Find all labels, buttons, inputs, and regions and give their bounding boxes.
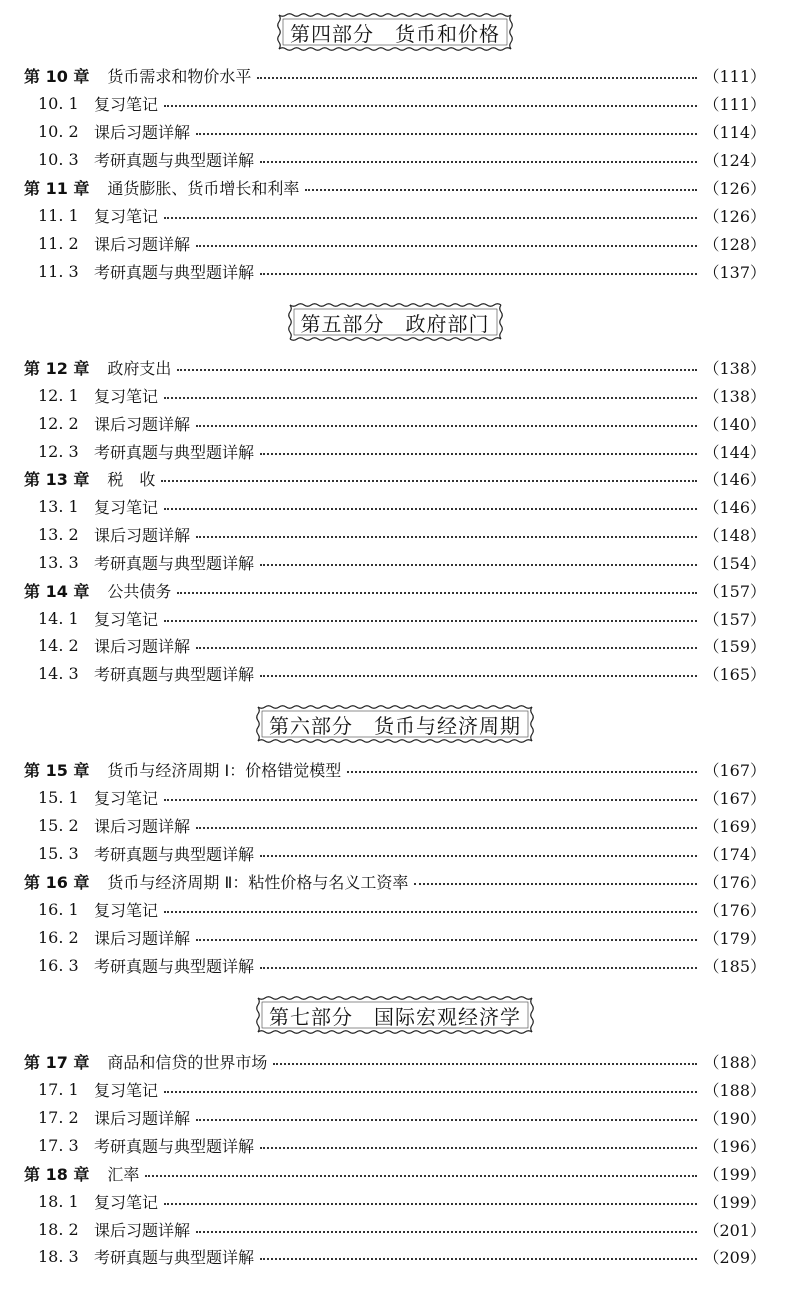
dot-leader: [164, 911, 697, 913]
page-number: （167）: [703, 760, 766, 780]
page-number: （185）: [703, 956, 766, 976]
page-number: （146）: [703, 497, 766, 517]
part-title: 第七部分 国际宏观经济学: [269, 1004, 521, 1029]
section-number: 11. 1: [38, 205, 79, 225]
chapter-label: 第 16 章: [24, 872, 90, 892]
section-number: 12. 1: [38, 385, 79, 405]
toc-chapter-row[interactable]: [0, 755, 790, 783]
toc-chapter-row[interactable]: [0, 353, 790, 381]
dot-leader: [196, 939, 697, 941]
section-number: 15. 2: [38, 815, 79, 835]
page-number: （176）: [703, 900, 766, 920]
toc-section-row[interactable]: [0, 631, 790, 659]
page-number: （154）: [703, 553, 766, 573]
dot-leader: [260, 967, 697, 969]
part-title: 第五部分 政府部门: [300, 311, 490, 336]
dot-leader: [196, 245, 697, 247]
section-number: 17. 1: [38, 1079, 79, 1099]
chapter-title: 税 收: [107, 469, 156, 489]
toc-section-row[interactable]: [0, 1187, 790, 1215]
section-title: 课后习题详解: [94, 1108, 191, 1128]
section-title: 课后习题详解: [94, 234, 191, 254]
section-number: 12. 3: [38, 441, 79, 461]
dot-leader: [347, 771, 697, 773]
section-title: 考研真题与典型题详解: [94, 262, 255, 282]
section-number: 17. 3: [38, 1135, 79, 1155]
section-title: 复习笔记: [94, 497, 159, 517]
dot-leader: [164, 1203, 697, 1205]
dot-leader: [260, 855, 697, 857]
chapter-label: 第 11 章: [24, 178, 90, 198]
chapter-label: 第 15 章: [24, 760, 90, 780]
section-number: 10. 1: [38, 93, 79, 113]
section-number: 15. 3: [38, 843, 79, 863]
page-number: （159）: [703, 636, 766, 656]
section-number: 18. 2: [38, 1219, 79, 1239]
chapter-title: 货币与经济周期 Ⅱ：粘性价格与名义工资率: [107, 872, 409, 892]
chapter-title: 商品和信贷的世界市场: [107, 1052, 268, 1072]
chapter-label: 第 12 章: [24, 358, 90, 378]
section-number: 13. 3: [38, 552, 79, 572]
section-title: 考研真题与典型题详解: [94, 442, 255, 462]
section-title: 复习笔记: [94, 94, 159, 114]
dot-leader: [164, 799, 697, 801]
toc-section-row[interactable]: [0, 895, 790, 923]
page-number: （126）: [703, 178, 766, 198]
page-number: （169）: [703, 816, 766, 836]
page-number: （111）: [703, 94, 766, 114]
part-header: [0, 298, 790, 346]
section-title: 课后习题详解: [94, 816, 191, 836]
section-title: 课后习题详解: [94, 414, 191, 434]
part-title-frame: [276, 12, 514, 52]
toc-section-row[interactable]: [0, 520, 790, 548]
dot-leader: [196, 133, 697, 135]
chapter-label: 第 10 章: [24, 66, 90, 86]
toc-section-row[interactable]: [0, 811, 790, 839]
section-number: 12. 2: [38, 413, 79, 433]
toc-section-row[interactable]: [0, 89, 790, 117]
dot-leader: [196, 827, 697, 829]
section-title: 课后习题详解: [94, 636, 191, 656]
section-title: 考研真题与典型题详解: [94, 956, 255, 976]
part-title-frame: [287, 302, 504, 342]
page-number: （157）: [703, 581, 766, 601]
dot-leader: [161, 480, 697, 482]
dot-leader: [196, 425, 697, 427]
page-number: （188）: [703, 1052, 766, 1072]
section-number: 13. 2: [38, 524, 79, 544]
section-number: 18. 3: [38, 1246, 79, 1266]
toc-section-row[interactable]: [0, 201, 790, 229]
toc-section-row[interactable]: [0, 604, 790, 632]
page-number: （140）: [703, 414, 766, 434]
section-title: 复习笔记: [94, 1080, 159, 1100]
page-number: （201）: [703, 1220, 766, 1240]
section-number: 16. 2: [38, 927, 79, 947]
toc-section-row[interactable]: [0, 492, 790, 520]
dot-leader: [260, 161, 697, 163]
part-title: 第六部分 货币与经济周期: [269, 713, 521, 738]
toc-section-row[interactable]: [0, 381, 790, 409]
page-number: （138）: [703, 386, 766, 406]
dot-leader: [414, 883, 697, 885]
section-title: 课后习题详解: [94, 1220, 191, 1240]
toc-chapter-row[interactable]: [0, 1159, 790, 1187]
page-number: （209）: [703, 1247, 766, 1267]
page-number: （179）: [703, 928, 766, 948]
part-title: 第四部分 货币和价格: [290, 21, 500, 46]
page-number: （146）: [703, 469, 766, 489]
page-number: （157）: [703, 609, 766, 629]
section-number: 15. 1: [38, 787, 79, 807]
dot-leader: [196, 1231, 697, 1233]
section-title: 考研真题与典型题详解: [94, 1247, 255, 1267]
page-number: （167）: [703, 788, 766, 808]
toc-section-row[interactable]: [0, 1242, 790, 1270]
dot-leader: [196, 647, 697, 649]
dot-leader: [164, 217, 697, 219]
toc-section-row[interactable]: [0, 659, 790, 687]
page-number: （144）: [703, 442, 766, 462]
section-number: 14. 3: [38, 663, 79, 683]
toc-section-row[interactable]: [0, 783, 790, 811]
chapter-label: 第 17 章: [24, 1052, 90, 1072]
dot-leader: [260, 453, 697, 455]
page-number: （138）: [703, 358, 766, 378]
chapter-title: 汇率: [107, 1164, 140, 1184]
chapter-title: 货币与经济周期 Ⅰ：价格错觉模型: [107, 760, 342, 780]
page-number: （190）: [703, 1108, 766, 1128]
page-number: （124）: [703, 150, 766, 170]
section-number: 14. 2: [38, 635, 79, 655]
dot-leader: [164, 620, 697, 622]
dot-leader: [260, 675, 697, 677]
page-number: （174）: [703, 844, 766, 864]
page-number: （111）: [703, 66, 766, 86]
toc-chapter-row[interactable]: [0, 576, 790, 604]
toc-chapter-row[interactable]: [0, 173, 790, 201]
section-number: 16. 1: [38, 899, 79, 919]
page-number: （137）: [703, 262, 766, 282]
page-number: （199）: [703, 1164, 766, 1184]
dot-leader: [260, 1147, 697, 1149]
section-number: 11. 3: [38, 261, 79, 281]
section-title: 考研真题与典型题详解: [94, 1136, 255, 1156]
page-number: （165）: [703, 664, 766, 684]
dot-leader: [164, 1091, 697, 1093]
toc-section-row[interactable]: [0, 951, 790, 979]
chapter-title: 政府支出: [107, 358, 172, 378]
page-number: （148）: [703, 525, 766, 545]
toc-section-row[interactable]: [0, 145, 790, 173]
toc-section-row[interactable]: [0, 839, 790, 867]
toc-section-row[interactable]: [0, 923, 790, 951]
section-title: 复习笔记: [94, 609, 159, 629]
toc-section-row[interactable]: [0, 1131, 790, 1159]
chapter-label: 第 18 章: [24, 1164, 90, 1184]
dot-leader: [196, 536, 697, 538]
section-title: 考研真题与典型题详解: [94, 844, 255, 864]
section-title: 课后习题详解: [94, 525, 191, 545]
part-title-frame: [255, 704, 535, 744]
dot-leader: [260, 564, 697, 566]
part-title-frame: [255, 995, 535, 1035]
section-number: 13. 1: [38, 496, 79, 516]
page-number: （199）: [703, 1192, 766, 1212]
chapter-title: 公共债务: [107, 581, 172, 601]
section-title: 考研真题与典型题详解: [94, 664, 255, 684]
section-number: 14. 1: [38, 608, 79, 628]
dot-leader: [273, 1063, 697, 1065]
section-number: 18. 1: [38, 1191, 79, 1211]
toc-chapter-row[interactable]: [0, 464, 790, 492]
dot-leader: [196, 1119, 697, 1121]
section-title: 课后习题详解: [94, 122, 191, 142]
section-title: 复习笔记: [94, 900, 159, 920]
chapter-title: 通货膨胀、货币增长和利率: [107, 178, 300, 198]
toc-section-row[interactable]: [0, 229, 790, 257]
section-number: 11. 2: [38, 233, 79, 253]
toc-chapter-row[interactable]: [0, 1047, 790, 1075]
toc-section-row[interactable]: [0, 117, 790, 145]
page-number: （196）: [703, 1136, 766, 1156]
toc-section-row[interactable]: [0, 257, 790, 285]
toc-chapter-row[interactable]: [0, 867, 790, 895]
dot-leader: [177, 369, 697, 371]
part-header: [0, 700, 790, 748]
dot-leader: [260, 273, 697, 275]
toc-section-row[interactable]: [0, 437, 790, 465]
section-number: 16. 3: [38, 955, 79, 975]
toc-section-row[interactable]: [0, 409, 790, 437]
dot-leader: [164, 105, 697, 107]
section-number: 17. 2: [38, 1107, 79, 1127]
section-title: 复习笔记: [94, 386, 159, 406]
section-title: 复习笔记: [94, 206, 159, 226]
section-number: 10. 2: [38, 121, 79, 141]
section-title: 考研真题与典型题详解: [94, 150, 255, 170]
chapter-label: 第 13 章: [24, 469, 90, 489]
dot-leader: [177, 592, 697, 594]
dot-leader: [145, 1175, 697, 1177]
toc-section-row[interactable]: [0, 1215, 790, 1243]
section-title: 课后习题详解: [94, 928, 191, 948]
section-number: 10. 3: [38, 149, 79, 169]
chapter-label: 第 14 章: [24, 581, 90, 601]
section-title: 复习笔记: [94, 1192, 159, 1212]
toc-chapter-row[interactable]: [0, 61, 790, 89]
dot-leader: [305, 189, 697, 191]
page-number: （128）: [703, 234, 766, 254]
dot-leader: [164, 508, 697, 510]
toc-section-row[interactable]: [0, 1103, 790, 1131]
dot-leader: [164, 397, 697, 399]
dot-leader: [257, 77, 697, 79]
page-number: （114）: [703, 122, 766, 142]
section-title: 复习笔记: [94, 788, 159, 808]
section-title: 考研真题与典型题详解: [94, 553, 255, 573]
page-number: （126）: [703, 206, 766, 226]
chapter-title: 货币需求和物价水平: [107, 66, 252, 86]
page-number: （188）: [703, 1080, 766, 1100]
toc-section-row[interactable]: [0, 1075, 790, 1103]
toc-section-row[interactable]: [0, 548, 790, 576]
dot-leader: [260, 1258, 697, 1260]
part-header: [0, 991, 790, 1039]
page-number: （176）: [703, 872, 766, 892]
part-header: [0, 8, 790, 56]
